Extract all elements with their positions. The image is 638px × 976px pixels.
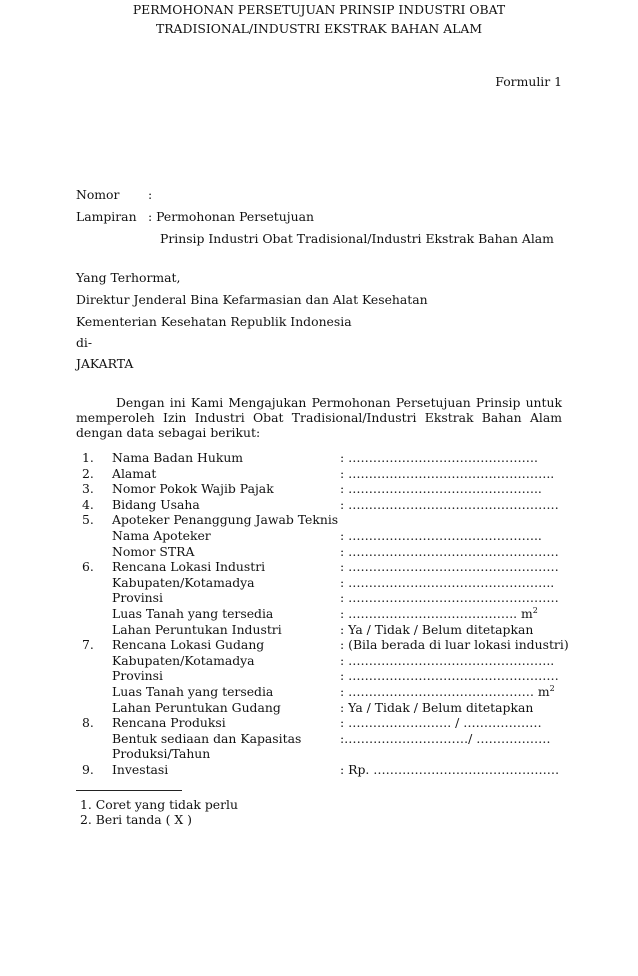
data-row bbox=[76, 590, 566, 606]
data-row bbox=[76, 497, 566, 513]
data-row bbox=[76, 715, 566, 731]
data-row bbox=[76, 575, 566, 591]
row-value bbox=[340, 700, 533, 715]
row-value bbox=[340, 466, 554, 481]
unit-superscript: 2 bbox=[549, 684, 555, 693]
row-number: 7. bbox=[82, 637, 94, 653]
row-value-text: : ……………………………………….. bbox=[340, 528, 542, 543]
row-label: Provinsi bbox=[112, 590, 163, 606]
data-row bbox=[76, 731, 566, 747]
row-value bbox=[340, 668, 559, 683]
data-row bbox=[76, 544, 566, 560]
data-row bbox=[76, 559, 566, 575]
data-row bbox=[76, 653, 566, 669]
row-label: Rencana Produksi bbox=[112, 715, 226, 731]
row-label: Nomor Pokok Wajib Pajak bbox=[112, 481, 274, 497]
row-number: 9. bbox=[82, 762, 94, 777]
data-row bbox=[76, 762, 566, 778]
row-label: Lahan Peruntukan Gudang bbox=[112, 699, 281, 715]
row-label: Lahan Peruntukan Industri bbox=[112, 621, 282, 637]
row-value bbox=[340, 559, 559, 574]
lampiran-label: Lampiran bbox=[76, 209, 137, 224]
data-row bbox=[76, 684, 566, 700]
data-row bbox=[76, 450, 566, 466]
row-value-text: : …………………………………………… bbox=[340, 590, 559, 606]
row-label: Nama Apoteker bbox=[112, 528, 211, 543]
row-value-text: : ………………………………….. m bbox=[340, 606, 533, 622]
row-label: Nama Badan Hukum bbox=[112, 450, 244, 465]
data-row bbox=[76, 746, 566, 762]
row-label: Luas Tanah yang tersedia bbox=[112, 684, 274, 699]
address-line: Direktur Jenderal Bina Kefarmasian dan Alat Kesehatan bbox=[76, 292, 428, 307]
row-value bbox=[340, 653, 554, 668]
data-row bbox=[76, 512, 566, 528]
title-line-2: TRADISIONAL/INDUSTRI EKSTRAK BAHAN ALAM bbox=[155, 21, 483, 36]
lampiran-value-2: Prinsip Industri Obat Tradisional/Industri Ekstrak Bahan Alam bbox=[160, 231, 554, 246]
lampiran-value-1: : Permohonan Persetujuan bbox=[148, 209, 314, 224]
data-row bbox=[76, 668, 566, 684]
row-label: Apoteker Penanggung Jawab Teknis bbox=[112, 512, 339, 528]
footnote-item: 2. Beri tanda ( X ) bbox=[80, 812, 192, 827]
row-label: Rencana Lokasi Gudang bbox=[112, 637, 265, 653]
row-value-text: : …………………………………………… bbox=[340, 559, 559, 575]
row-value-text: : …………………………………………… bbox=[340, 668, 559, 684]
data-row bbox=[76, 481, 566, 497]
row-label: Investasi bbox=[112, 762, 169, 777]
row-value-text: : …………………………………………… bbox=[340, 496, 559, 512]
address-line: Kementerian Kesehatan Republik Indonesia bbox=[76, 314, 352, 329]
row-number: 2. bbox=[82, 465, 94, 481]
row-value-text: : ………………………………………. bbox=[340, 450, 538, 465]
address-line: Yang Terhormat, bbox=[76, 270, 181, 285]
row-label: Nomor STRA bbox=[112, 543, 195, 559]
row-number: 3. bbox=[82, 481, 94, 497]
row-number: 8. bbox=[82, 715, 94, 731]
intro-text: Dengan ini Kami Mengajukan Permohonan Persetujuan Prinsip untuk memperoleh Izin Industri Obat Tradisional/Industri Ekstrak Bahan Alam dengan data sebagai berikut: bbox=[76, 395, 562, 440]
data-row bbox=[76, 606, 566, 622]
intro-paragraph bbox=[76, 395, 562, 440]
form-number-label: Formulir 1 bbox=[495, 74, 562, 89]
row-value bbox=[340, 497, 559, 512]
data-row bbox=[76, 622, 566, 638]
data-row bbox=[76, 466, 566, 482]
row-value bbox=[340, 575, 554, 590]
row-value-text: : ………………………………………….. bbox=[340, 652, 555, 668]
row-label: Bentuk sediaan dan Kapasitas bbox=[112, 730, 302, 746]
row-value-text: : Ya / Tidak / Belum ditetapkan bbox=[340, 699, 534, 715]
footnote-item: 1. Coret yang tidak perlu bbox=[80, 797, 238, 812]
row-value-text: :…………………………/ ……………… bbox=[340, 730, 551, 746]
row-value bbox=[340, 606, 538, 621]
row-value-text: : ……………………………………… m bbox=[340, 684, 550, 700]
row-label: Luas Tanah yang tersedia bbox=[112, 606, 274, 621]
row-number: 6. bbox=[82, 559, 94, 575]
row-label: Kabupaten/Kotamadya bbox=[112, 652, 255, 668]
row-label: Kabupaten/Kotamadya bbox=[112, 574, 255, 590]
row-value-text: : Rp. ……………………………………… bbox=[340, 762, 560, 777]
row-value bbox=[340, 544, 559, 559]
nomor-colon: : bbox=[148, 187, 153, 202]
row-value-text: : Ya / Tidak / Belum ditetapkan bbox=[340, 621, 534, 637]
row-value-text: : (Bila berada di luar lokasi industri) bbox=[340, 637, 569, 653]
title-line-1: PERMOHONAN PERSETUJUAN PRINSIP INDUSTRI OBAT bbox=[132, 2, 506, 17]
row-label: Provinsi bbox=[112, 668, 163, 684]
row-value-text: : ……………………. / ………………. bbox=[340, 715, 542, 731]
data-row bbox=[76, 637, 569, 653]
row-value-text: : ……………………………………….. bbox=[340, 481, 542, 497]
row-value-text: : ………………………………………….. bbox=[340, 465, 555, 481]
row-label: Alamat bbox=[112, 465, 157, 481]
row-value-text: : ………………………………………….. bbox=[340, 574, 555, 590]
row-value bbox=[340, 684, 555, 699]
address-line: JAKARTA bbox=[76, 356, 134, 371]
data-row bbox=[76, 528, 566, 544]
nomor-label: Nomor bbox=[76, 187, 120, 202]
row-value bbox=[340, 731, 551, 746]
row-number: 5. bbox=[82, 512, 94, 528]
address-line: di- bbox=[76, 335, 93, 350]
unit-superscript: 2 bbox=[532, 606, 538, 615]
row-label: Produksi/Tahun bbox=[112, 746, 211, 762]
row-value bbox=[340, 450, 538, 465]
row-value bbox=[340, 590, 559, 605]
data-row bbox=[76, 700, 566, 716]
row-value bbox=[340, 637, 569, 652]
document-title bbox=[0, 0, 638, 38]
row-value bbox=[340, 622, 533, 637]
row-value bbox=[340, 762, 559, 777]
row-number: 4. bbox=[82, 496, 94, 512]
row-value bbox=[340, 715, 542, 730]
row-value bbox=[340, 481, 542, 496]
footnote-divider bbox=[76, 790, 182, 791]
row-label: Bidang Usaha bbox=[112, 496, 200, 512]
row-value-text: : …………………………………………… bbox=[340, 543, 559, 559]
row-number: 1. bbox=[82, 450, 94, 465]
row-value bbox=[340, 528, 542, 543]
row-label: Rencana Lokasi Industri bbox=[112, 559, 266, 575]
